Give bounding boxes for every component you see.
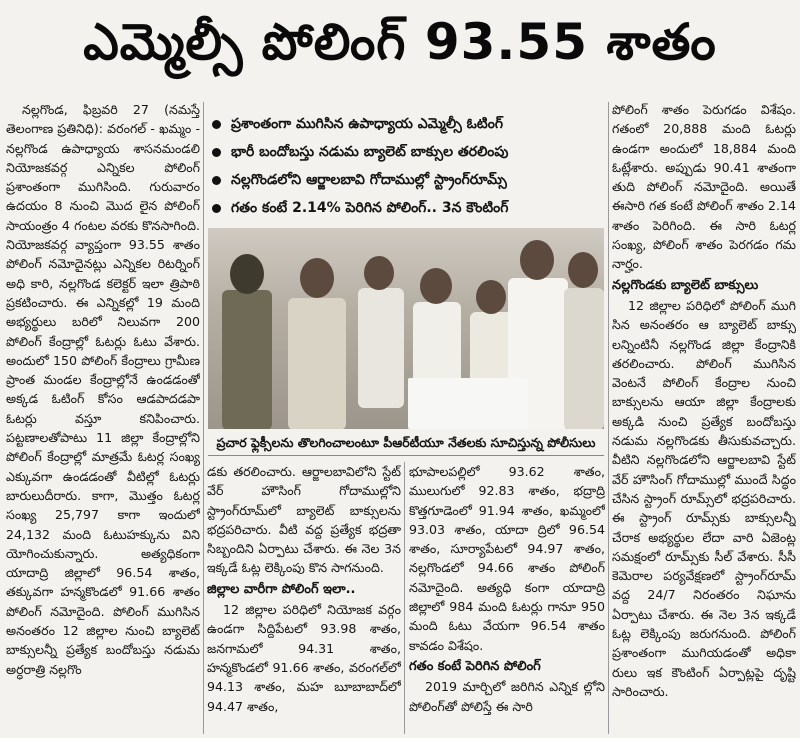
figure-person — [358, 288, 404, 408]
highlights-list — [208, 110, 604, 222]
subheading: గతం కంటే పెరిగిన పోలింగ్ — [409, 658, 541, 674]
paragraph: 12 జిల్లాల పరిధిలో పోలింగ్ ముగి సిన అనంతరం ఆ బ్యాలెట్ బాక్సు లన్నింటినీ నల్లగొండ జిల్లా కేంద్రానికి తరలించారు. పోలింగ్ ముగిసిన వెంటనే పోలింగ్ కేంద్రాల నుంచి బాక్సులను ఆయా జిల్లా కేంద్రాలకు అక్కడి నుంచి ప్రత్యేక బందోబస్తు నడుమ నల్లగొండకు తీసుకువచ్చారు. వీటిని నల్లగొండలోని ఆర్జాలబావి స్టేట్ వేర్ హౌసింగ్ గోదాముల్లో ముందే సిద్ధం చేసిన స్ట్రాంగ్ రూమ్స్‌లో భద్రపరిచారు. ఈ స్ట్రాంగ్ రూమ్స్‌కు బాక్సులన్నీ చేరాక అభ్యర్థుల లేదా వారి ఏజెంట్ల సమక్షంలో రూమ్స్‌కు సీల్ వేశారు. సీసీ కెమెరాల పర్యవేక్షణలో స్ట్రాంగ్‌రూమ్ వద్ద 24/7 నిరంతరం నిఘాను ఏర్పాటు చేశారు. ఈ నెల 3న ఇక్కడే ఓట్ల లెక్కింపు జరుగనుంది. పోలింగ్ ప్రశాంతంగా ముగియడంతో అధికా రులు ఇక కౌంటింగ్ ఏర్పాట్లపై దృష్టి సారించారు. — [612, 297, 796, 699]
paragraph: పోలింగ్ శాతం పెరుగడం విశేషం. గతంలో 20,888 మంది ఓటర్లు ఉండగా అందులో 18,884 మంది ఓట్లేశారు. అప్పుడు 90.41 శాతంగా తుది పోలింగ్ నమోదైంది. అయితే ఈసారి గత కంటే పోలింగ్ శాతం 2.14 శాతం పెరిగింది. ఈ సారి ఓటర్ల సంఖ్య, పోలింగ్ శాతం పెరగడం గమ నార్హం. — [612, 102, 796, 272]
article-column-left — [6, 100, 200, 736]
column-divider — [608, 102, 609, 734]
column-divider — [404, 462, 405, 734]
article-column-mid1 — [207, 462, 401, 736]
headline: ఎమ్మెల్సీ పోలింగ్ 93.55 శాతం — [83, 12, 717, 71]
bullet-icon — [212, 120, 221, 129]
paragraph: 12 జిల్లాల పరిధిలో నియోజక వర్గం ఉండగా సిద్దిపేటలో 93.98 శాతం, జనగామలో 94.31 శాతం, హన్మకొండలో 91.66 శాతం, వరంగల్‌లో 94.13 శాతం, మహ బూబాబాద్‌లో 94.47 శాతం, — [207, 602, 401, 714]
highlight-item: గతం కంటే 2.14% పెరిగిన పోలింగ్.. 3న కౌంటింగ్ — [208, 194, 604, 222]
paragraph: 2019 మార్చిలో జరిగిన ఎన్నిక ల్లోని పోలింగ్‌తో పోలిస్తే ఈ సారి — [409, 679, 605, 714]
subheading: నల్లగొండకు బ్యాలెట్ బాక్సులు — [612, 277, 759, 293]
figure-person — [564, 288, 604, 429]
article-column-right — [612, 100, 796, 736]
table — [408, 378, 528, 429]
bullet-icon — [212, 176, 221, 185]
subheading: జిల్లాల వారీగా పోలింగ్ ఇలా.. — [207, 581, 356, 597]
figure-police-center — [288, 298, 346, 429]
highlight-item: నల్లగొండలోని ఆర్జాలబావి గోదాముల్లో స్ట్రాంగ్‌రూమ్స్ — [208, 166, 604, 194]
news-photo — [208, 228, 604, 429]
paragraph: భూపాలపల్లిలో 93.62 శాతం, ములుగులో 92.83 శాతం, భద్రాద్రి కొత్తగూడెంలో 91.94 శాతం, ఖమ్మంలో 93.03 శాతం, యాదా ద్రిలో 96.54 శాతం, సూర్యాపేటలో 94.97 శాతం, నల్లగొండలో 94.66 శాతం పోలింగ్ నమోదైంది. అత్యధి కంగా యాదాద్రి జిల్లాలో 984 మంది ఓటర్లు గానూ 950 మంది ఓటు వేయగా 96.54 శాతం కావడం విశేషం. — [409, 464, 605, 653]
article-column-mid2 — [409, 462, 605, 736]
paragraph: డకు తరలించారు. ఆర్జాలబావిలోని స్టేట్ వేర్ హౌసింగ్ గోదాముల్లోని స్ట్రాంగ్‌రూమ్‌లో బ్యాలెట్ బాక్సులను భద్రపరిచారు. వీటి వద్ద ప్రత్యేక భద్రతా సిబ్బందిని ఏర్పాటు చేశారు. ఈ నెల 3న ఇక్కడే ఓట్ల లెక్కింపు కొన సాగనుంది. — [207, 464, 401, 576]
highlight-item: భారీ బందోబస్తు నడుమ బ్యాలెట్ బాక్సుల తరలింపు — [208, 138, 604, 166]
highlight-item: ప్రశాంతంగా ముగిసిన ఉపాధ్యాయ ఎమ్మెల్సీ ఓటింగ్ — [208, 110, 604, 138]
column-divider — [203, 102, 204, 734]
figure-police-left — [222, 290, 272, 429]
bullet-icon — [212, 204, 221, 213]
bullet-icon — [212, 148, 221, 157]
photo-caption: ప్రచార ఫ్లెక్సీలను తొలగించాలంటూ పీఆర్‌టీయూ నేతలకు సూచిస్తున్న పోలీసులు — [208, 431, 604, 456]
paragraph: నల్లగొండ, ఫిబ్రవరి 27 (నమస్తే తెలంగాణ ప్రతినిధి): వరంగల్ - ఖమ్మం - నల్లగొండ ఉపాధ్యాయ శాసనమండలి నియోజకవర్గ ఎన్నికల పోలింగ్ ప్రశాంతంగా ముగిసింది. గురువారం ఉదయం 8 నుంచి మొద లైన పోలింగ్ సాయంత్రం 4 గంటల వరకు కొనసాగింది. నియోజకవర్గ వ్యాప్తంగా 93.55 శాతం పోలింగ్ నమోదైనట్లు ఎన్నికల రిటర్నింగ్ అధి కారి, నల్లగొండ కలెక్టర్ ఇలా త్రిపాఠి ప్రకటించారు. ఈ ఎన్నికల్లో 19 మంది అభ్యర్థులు బరిలో నిలువగా 200 పోలింగ్ కేంద్రాల్లో ఓటర్లు ఓటు వేశారు. అందులో 150 పోలింగ్ కేంద్రాలు గ్రామీణ ప్రాంత మండల కేంద్రాల్లోనే ఉండడంతో అక్కడ ఓటింగ్ కోసం ఆడపాదడపా ఓటర్లు వస్తూ కనిపించారు. పట్టణాలతోపాటు 11 జిల్లా కేంద్రాల్లోని పోలింగ్ కేంద్రాల్లో మాత్రమే ఓటర్ల సంఖ్య ఎక్కువగా ఉండడంతో వీటిల్లో ఓటర్లు బారులుదీరారు. కాగా, మొత్తం ఓటర్ల సంఖ్య 25,797 కాగా ఇందులో 24,132 మంది ఓటుహక్కును విని యోగించుకున్నారు. అత్యధికంగా యాదాద్రి జిల్లాలో 96.54 శాతం, తక్కువగా హన్మకొండలో 91.66 శాతం పోలింగ్ నమోదైంది. పోలింగ్ ముగిసిన అనంతరం 12 జిల్లాల నుంచి బ్యాలెట్ బాక్సులన్నీ ప్రత్యేక బందోబస్తు నడుమ అర్ధరాత్రి నల్లగొం — [6, 102, 200, 677]
